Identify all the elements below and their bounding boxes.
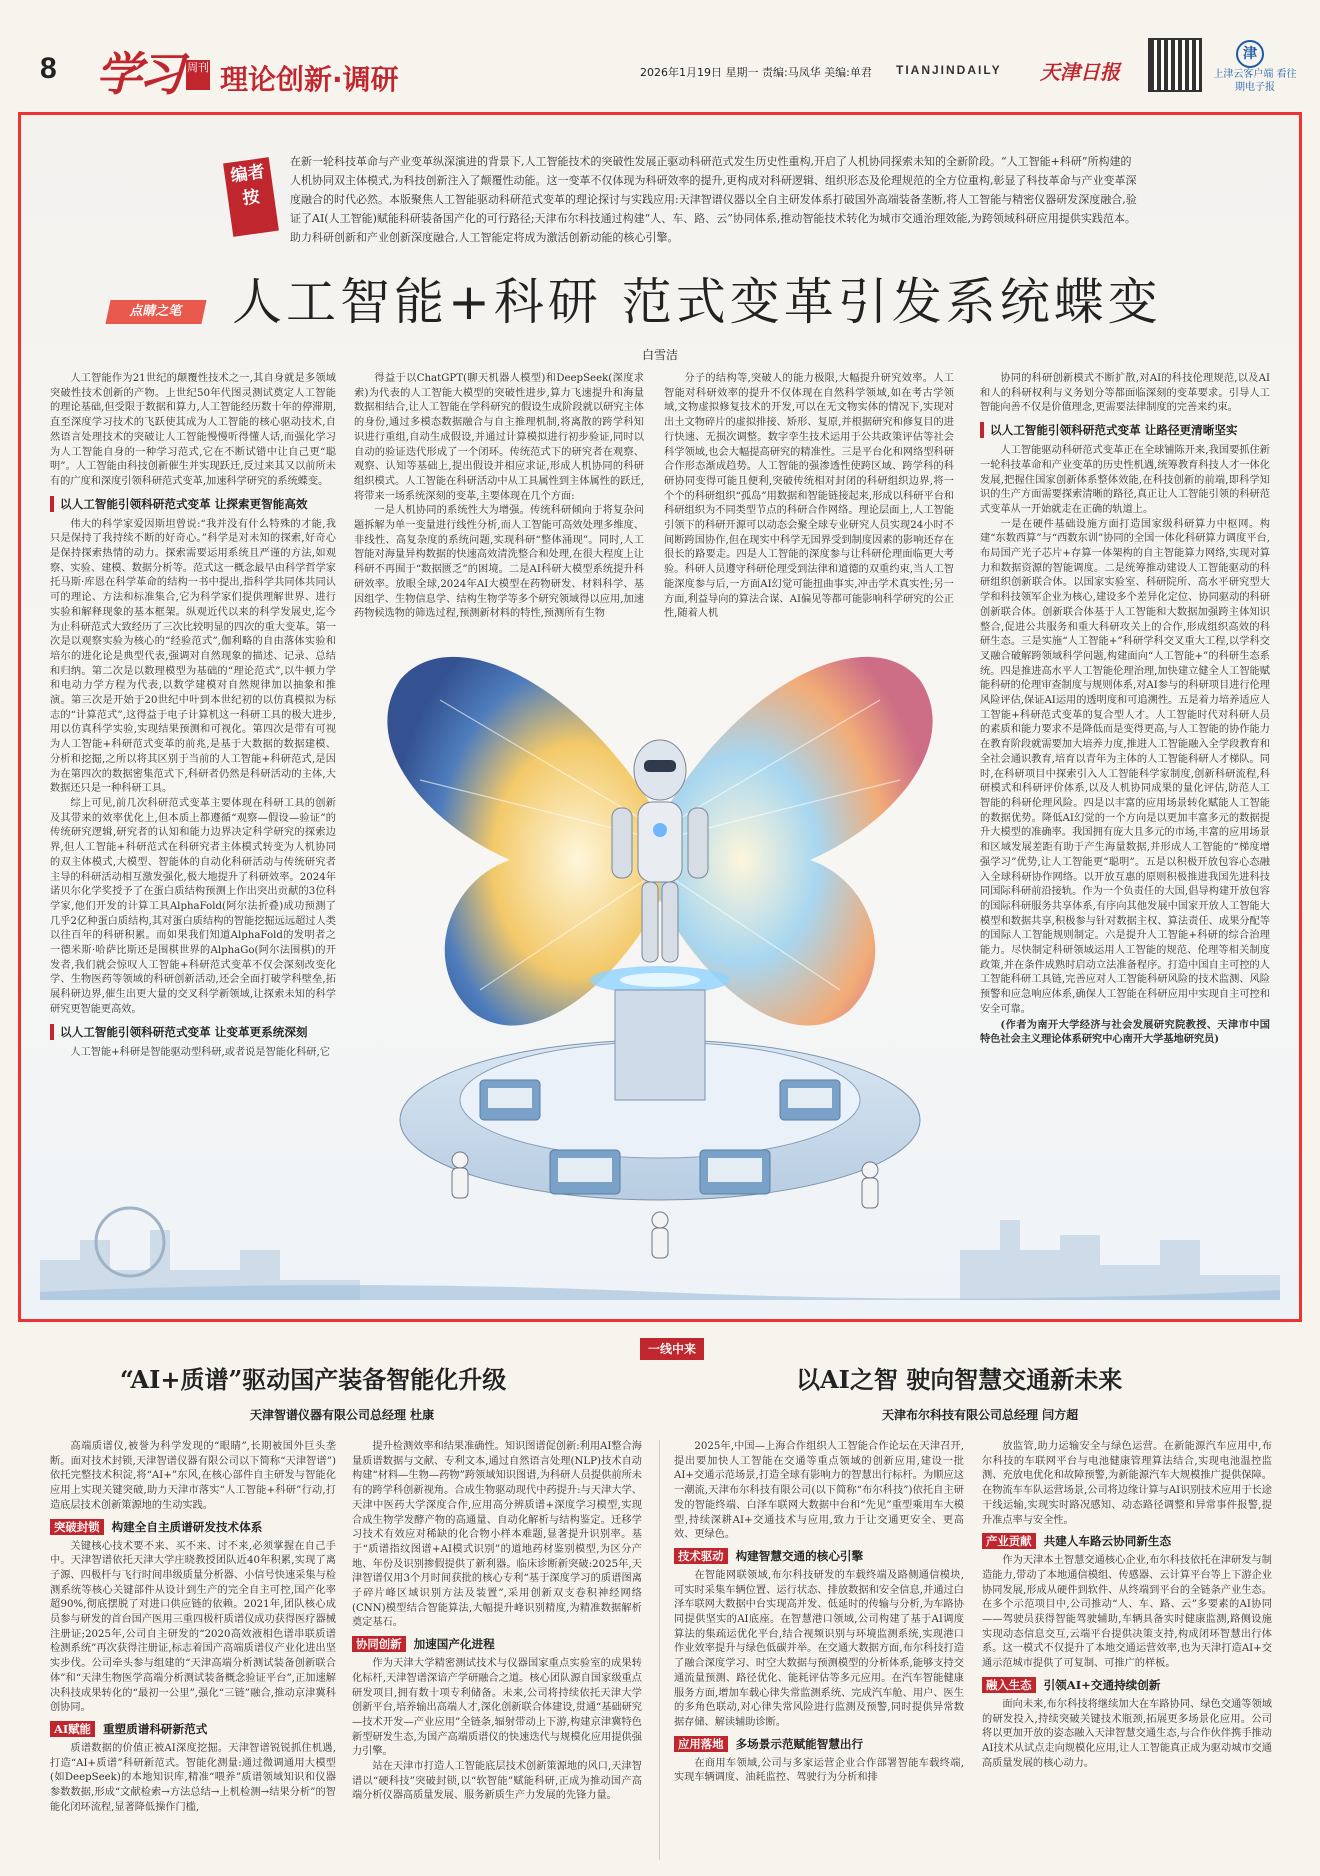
main-author: 白雪洁 [641,348,678,362]
lower-left-author: 天津智谱仪器有限公司总经理 杜康 [250,1408,435,1422]
column-kicker: 一线中来 [640,1338,704,1360]
brand-english: TIANJINDAILY [896,63,1002,77]
paragraph: 伟大的科学家爱因斯坦曾说:“我并没有什么特殊的才能,我只是保持了我持续不断的好奇心。”科学是对未知的探索,好奇心是保持探索热情的动力。探索需要运用系统且严谨的方法,如观察、实验、建模、数据分析等。范式这一概念最早由科学哲学家托马斯·库恩在科学革命的结构一书中提出,指科学共同体共同认可的理论、方法和标准集合,它为科学家们提供理解世界、进行实验和解释现象的基本框架。纵观近代以来的科学发展史,迄今为止科研范式大致经历了三次比较明显的四次的重大变革。第一次是以观察实验为核心的“经验范式”,伽利略的自由落体实验和培尔的进化论是典型代表,强调对自然现象的描述、记录、总结和归纳。第二次是以数理模型为基础的“理论范式”,以牛顿力学和电动力学方程为代表,以数学建模对自然规律加以抽象和推演。第三次是开始于20世纪中叶到本世纪初的以仿真模拟为标志的“计算范式”,这得益于电子计算机这一科研工具的极大进步,用以仿真科学实验,实现结果预测和可视化。第四次是带有可视为人工智能+科研范式变革的前兆,是基于大数据的数据建模、分析和挖掘,之所以将其区别于当前的人工智能+科研范式,是因为在第四次的数据密集范式下,科研者仍然是科研活动的主体,大数据还只是一种科研工具。 [50,518,336,795]
city-skyline-illustration [40,1180,1280,1300]
dateline: 2026年1月19日 星期一 责编:马凤华 美编:单君 [640,66,872,79]
paragraph: 作为天津本土智慧交通核心企业,布尔科技依托在津研发与制造能力,带动了本地通信模组、传感器、云计算平台等上下游企业协同发展,形成从硬件到软件、从终端到平台的全链条产业生态。在多个示范项目中,公司推动“人、车、路、云”多要素的AI协同——驾驶员获得智能驾驶辅助,车辆具备实时健康监测,路侧设施实现动态信息交互,云端平台提供决策支持,构成闭环智慧出行体系。这一模式不仅提升了本地交通运营效率,也为天津打造AI+交通示范城市提供了可复制、可推广的样板。 [982,1555,1272,1670]
masthead [0,0,1320,110]
page-number: 8 [40,52,57,85]
article-column-4 [980,372,1270,1272]
editor-note-tag: 编者按 [223,157,279,237]
logo: 学习 [96,47,180,101]
subheading: 以人工智能引领科研范式变革 让变革更系统深刻 [50,1024,336,1040]
subheading: 突破封锁 构建全自主质谱研发技术体系 [50,1519,336,1535]
subheading: 以人工智能引领科研范式变革 让路径更清晰坚实 [980,422,1270,438]
lower-right-headline: 以AI之智 驶向智慧交通新未来 [796,1365,1123,1394]
app-badge-icon: 津 [1236,40,1264,68]
paragraph: 一是人机协同的系统性大为增强。传统科研倾向于将复杂问题拆解为单一变量进行线性分析,而人工智能可高效处理多维度、非线性、高复杂度的系统问题,实现科研“整体涌现”。同时,人工智能对海量异构数据的快速高效清洗整合和处理,在很大程度上让科研不再囿于“数据匮乏”的困境。二是AI科研大模型系统提升科研效率。放眼全球,2024年AI大模型在药物研发、材料科学、基因组学、生物信息学、结构生物学等多个研究领域得以应用,加速药物候选物的筛选过程,预测新材料的特性,预测所有生物 [354,505,644,620]
subheading: 技术驱动 构建智慧交通的核心引擎 [674,1548,964,1564]
paragraph: 关键核心技术要不来、买不来、讨不来,必须掌握在自己手中。天津智谱依托天津大学庄晓教授团队近40年积累,实现了离子源、四极杆与飞行时间串级质量分析器、小信号快速采集与检测系统等核心关键部件从设计到生产的完全自主可控,国产化率超90%,彻底摆脱了对进口供应链的依赖。2021年,团队核心成员参与研发的首台国产医用三重四极杆质谱仪成功获得医疗器械注册证;2025年,公司自主研发的“2020高效液相色谱串联质谱检测系统”再次获得注册证,标志着国产高端质谱仪产业化进出坚实步伐。公司牵头参与组建的“天津高端分析测试装备创新联合体”和“天津生物医学高端分析测试装备概念验证平台”,正加速解决科技成果转化的“最初一公里”,强化“三链”融合,推动京津冀科创协同。 [50,1540,336,1714]
paragraph: 在商用车领域,公司与多家运营企业合作部署智能车载终端,实现车辆调度、油耗监控、驾驶行为分析和排 [674,1757,964,1784]
boer-column-1 [674,1440,964,1860]
qr-caption: 上津云客户端 看往期电子报 [1213,69,1297,93]
kicker-label: 点睛之笔 [105,300,206,324]
paragraph: 人工智能作为21世纪的颠覆性技术之一,其自身就是多领域突破性技术创新的产物。上世纪50年代图灵测试奠定人工智能的理论基础,但受限于数据和算力,人工智能经历数十年的停滞期,直至深度学习技术的飞跃使其成为人工智能的核心驱动技术,自然语言处理技术的突破让人工智能慢慢听得懂人话,而强化学习为人工智能自身的一种学习范式,它在不断试错中让自己更“聪明”。人工智能由科技创新催生并实现跃迁,反过来其又以前所未有的广度和深度引领科研范式变革,加速科学研究的系统蝶变。 [50,373,336,487]
paragraph: 得益于以ChatGPT(聊天机器人模型)和DeepSeek(深度求索)为代表的人工智能大模型的突破性进步,算力飞速提升和海量数据相结合,让人工智能在学科研究的假设生成阶段就以研究主体的身份,通过多模态数据融合与自主推理机制,将离散的跨学科知识进行重组,自动生成假设,并通过计算模拟进行初步验证,同时以自动的验证迭代形成了一个闭环。传统范式下的研究者在观察、观察、认知等基础上,提出假设并相应求证,形成人机协同的科研组织模式。人工智能在科研活动中从工具属性到主体属性的跃迁,将带来一场系统深刻的变革,主要体现在几个方面: [354,373,644,502]
qr-code[interactable] [1148,38,1202,92]
column-divider [659,1440,660,1860]
paragraph: 分子的结构等,突破人的能力极限,大幅提升研究效率。人工智能对科研效率的提升不仅体现在自然科学领域,如在考古学领域,文物虚拟修复技术的开发,可以在无文物实体的情况下,实现对出土文物碎片的虚拟排接、矫形、复原,并根据研究和修复目的进行快速、无损次调整。数字孪生技术运用于公共政策评估等社会科学领域,也会大幅提高研究的精准性。三是平台化和网络型科研合作形态渐成趋势。人工智能的强渗透性使跨区域、跨学科的科研协同变得可能且便利,突破传统相对封闭的科研组织边界,将一个个的科研组织“孤岛”用数据和智能链接起来,形成以科研平台和科研组织为不同类型节点的科研合作网络。理论层面上,人工智能引领下的科研开源可以动态会聚全球专业研究人员实现24小时不间断跨国协作,但在现实中科学无国界受到制度因素的影响还存在很长的路要走。四是人工智能的深度参与让科研伦理面临更大考验。科研人员遵守科研伦理受到法律和道德的双重约束,当人工智能深度参与后,一方面AI幻觉可能扭曲事实,冲击学术真实性;另一方面,利益导向的算法合谋、AI偏见等都可能影响科学研究的公正性,随着人机 [664,373,954,620]
paragraph: 综上可见,前几次科研范式变革主要体现在科研工具的创新及其带来的效率优化上,但本质上都遵循“观察—假设—验证”的传统研究逻辑,研究者的认知和能力边界决定科学研究的探索边界,但人工智能+科研范式在科研究者主体模式转变为人机协同的双主体模式,大模型、智能体的自动化科研活动与传统研究者主导的科研活动相互激发强化,极大地提升了科研效率。2024年诺贝尔化学奖授予了在蛋白质结构预测上作出突出贡献的3位科学家,他们开发的计算工具AlphaFold(阿尔法折叠)成功预测了几乎2亿种蛋白质结构,其对蛋白质结构的智能挖掘远远超过人类以往百年的科研积累。而如果我们知道AlphaFold的发明者之一德米斯·哈萨比斯还是围棋世界的AlphaGo(阿尔法围棋)的开发者,我们就会惊叹人工智能+科研范式变革不仅会深刻改变化学、生物医药等领域的科研创新活动,还会全面打破学科壁垒,拓展科研边界,催生出更大量的交叉科学新领域,让探索未知的科学研究更智能更高效。 [50,797,336,1015]
subheading: 产业贡献 共建人车路云协同新生态 [982,1533,1272,1549]
paragraph: 协同的科研创新模式不断扩散,对AI的科技伦理规范,以及AI和人的科研权利与义务划分等都面临深刻的变革要求。引导人工智能向善不仅是价值理念,更需要法律制度的完善来约束。 [980,373,1270,414]
author-bio: (作者为南开大学经济与社会发展研究院教授、天津市中国特色社会主义理论体系研究中心南开大学基地研究员) [980,1018,1270,1046]
section-title: 理论创新·调研 [220,63,399,96]
paragraph: 人工智能+科研是智能驱动型科研,或者说是智能化科研,它 [70,1046,330,1058]
weekly-badge: 周刊 [186,60,210,90]
subheading: 应用落地 多场景示范赋能智慧出行 [674,1736,964,1752]
paragraph: 面向未来,布尔科技将继续加大在车路协同、绿色交通等领域的研发投入,持续突破关键技术瓶颈,拓展更多场景化应用。公司将以更加开放的姿态融入天津智慧交通生态,与合作伙伴携手推动AI技术从试点走向规模化应用,让人工智能真正成为驱动城市交通高质量发展的核心动力。 [982,1698,1272,1769]
subheading: 协同创新 加速国产化进程 [352,1636,642,1652]
paragraph: 一是在硬件基础设施方面打造国家级科研算力中枢网。构建“东数西算”与“西数东训”协同的全国一体化科研算力调度平台,布局国产光子芯片+存算一体架构的自主智能算力网络,实现对算力和数据资源的智能调度。二是统筹推动建设人工智能驱动的科研组织创新联合体。以国家实验室、科研院所、高水平研究型大学和科技领军企业为核心,建设多个差异化定位、协同驱动的科研创新联合体。创新联合体基于人工智能和大数据加强跨主体知识整合,促进公共服务和重大科研攻关上的合作,形成组织高效的科研生态。三是实施“人工智能+”科研学科交叉重大工程,以学科交叉融合破解跨领域科学问题,构建面向“人工智能+”的科研生态系统。四是推进高水平人工智能伦理治理,加快建立健全人工智能赋能科研的伦理审查制度与规则体系,对AI参与的科研项目进行伦理风险评估,保证AI运用的透明度和可追溯性。五是着力培养适应人工智能+科研范式变革的复合型人才。人工智能时代对科研人员的素质和能力要求不是降低而是变得更高,与人工智能的协作能力在教育阶段就需要加大培养力度,推进人工智能融入全学段教育和全社会通识教育,培育以青年为主体的人工智能科研人才梯队。同时,在科研项目中探索引入人工智能科学家制度,创新科研流程,科研模式和科研评价体系,以及人机协同成果的量化评估,防范人工智能的科研伦理风险。四是以丰富的应用场景转化赋能人工智能的数据优势。降低AI幻觉的一个方向是以更加丰富多元的数据提升大模型的准确率。我国拥有庞大且多元的市场,丰富的应用场景和区域发展差距有助于产生海量数据,并形成人工智能的“梯度增强学习”优势,让人工智能更“聪明”。五是以积极开放包容心态融入全球科研协作网络。以开放互惠的原则积极推进我国先进科技同国际科研前沿接轨。作为一个负责任的大国,倡导构建开放包容的国际科研服务共享体系,有序向其他发展中国家开放人工智能大模型和数据共享,积极参与针对数据主权、算法责任、成果分配等的国际人工智能规则制定。六是提升人工智能+科研的综合治理能力。尽快制定科研领域运用人工智能的规范、伦理等相关制度政策,并在条件成熟时启动立法准备程序。打造中国自主可控的人工智能科研工具链,完善应对人工智能科研风险的技术监测、风险预警和应急响应体系,确保人工智能在科研应用中实现自主可控和安全可靠。 [980,518,1270,1015]
subheading: 以人工智能引领科研范式变革 让探索更智能高效 [50,496,336,512]
main-headline: 人工智能+科研 范式变革引发系统蝶变 [232,273,1162,331]
lower-left-headline: “AI+质谱”驱动国产装备智能化升级 [120,1365,507,1394]
editor-note: 在新一轮科技革命与产业变革纵深演进的背景下,人工智能技术的突破性发展正驱动科研范式发生历史性重构,开启了人机协同探索未知的全新阶段。“人工智能+科研”所构建的人机协同双主体模式,为科技创新注入了颠覆性动能。这一变革不仅体现为科研效率的提升,更构成对科研逻辑、组织形态及伦理规范的全方位重构,彰显了科技革命与产业变革深度融合的时代必然。本版聚焦人工智能驱动科研范式变革的理论探讨与实践应用:天津智谱仪器以全自主研发体系打破国外高端装备垄断,将人工智能与精密仪器研发深度融合,验证了AI(人工智能)赋能科研装备国产化的可行路径;天津布尔科技通过构建“人、车、路、云”协同体系,推动智能技术转化为城市交通治理效能,为跨领域科研应用提供实践范本。助力科研创新和产业创新深度融合,人工智能定将成为激活创新动能的核心引擎。 [290,155,1137,244]
paragraph: 站在天津市打造人工智能底层技术创新策源地的风口,天津智谱以“硬科技”突破封锁,以“软智能”赋能科研,正成为推动国产高端分析仪器高质量发展、服务新质生产力发展的先锋力量。 [352,1761,642,1802]
zhipu-column-2 [352,1440,642,1860]
paragraph: 高端质谱仪,被誉为科学发现的“眼睛”,长期被国外巨头垄断。面对技术封锁,天津智谱仪器有限公司以下简称“天津智谱”)依托完整技术积淀,将“AI+”东风,在核心部件自主研发与智能化应用上实现关键突破,助力天津市落实“人工智能+科研”行动,打造底层技术创新策源地的生动实践。 [50,1441,336,1511]
paragraph: 提升检测效率和结果准确性。知识图谱促创新:利用AI整合海量质谱数据与文献、专利文本,通过自然语言处理(NLP)技术自动构建“材料—生物—药物”跨领域知识图谱,为科研人员提供前所未有的跨学科创新视角。合成生物驱动现代中药提升:与天津大学、天津中医药大学深度合作,应用高分辨质谱+深度学习模型,实现合成生物学发酵产物的高通量、自动化解析与结构鉴定。迁移学习技术有效应对稀缺的化合物小样本难题,显著提升识别率。基于“质谱指纹图谱+AI模式识别”的道地药材鉴别模型,为区分产地、年份及识别掺假提供了新利器。临床诊断新突破:2025年,天津智谱仅用3个月时间获批的核心专利“基于深度学习的质谱图离子碎片峰区域识别方法及装置”,采用创新双支卷积神经网络(CNN)模型结合智能算法,大幅提升峰识别精度,为精准数据解析奠定基石。 [352,1441,642,1629]
boer-column-2 [982,1440,1272,1860]
paragraph: 在智能网联领域,布尔科技研发的车载终端及路侧通信模块,可实时采集车辆位置、运行状态、排放数据和安全信息,并通过白泽车联网大数据中台实现高并发、低延时的传输与分析,为车路协同提供坚实的AI底座。在智慧港口领域,公司构建了基于AI调度算法的集疏运优化平台,结合视频识别与环境监测系统,实现港口作业效率提升与绿色低碳并举。在交通大数据方面,布尔科技打造了融合深度学习、时空大数据与预测模型的分析体系,能够支持交通流量预测、路径优化、能耗评估等多元应用。在汽车智能健康服务方面,增加车载心律失常监测系统、完成汽车舱、用户、医生的多角色联动,对心律失常风险进行监测及预警,同时提供异常数据存储、解读辅助诊断。 [674,1569,964,1728]
paragraph: 2025年,中国—上海合作组织人工智能合作论坛在天津召开,提出要加快人工智能在交通等重点领域的创新应用,建设一批AI+交通示范场景,打造全球有影响力的智慧出行标杆。为顺应这一潮流,天津布尔科技有限公司(以下简称“布尔科技”)依托自主研发的智能终端、白泽车联网大数据中台和“先见”重型乘用车大模型,持续深耕AI+交通技术与应用,致力于让交通更安全、更高效、更绿色。 [674,1441,964,1541]
article-column-1 [50,372,336,1262]
subheading: 融入生态 引领AI+交通持续创新 [982,1677,1272,1693]
paragraph: 作为天津大学精密测试技术与仪器国家重点实验室的成果转化标杆,天津智谱深谙产学研融合之道。核心团队源自国家级重点研发项目,拥有数十项专利储备。未来,公司将持续依托天津大学创新平台,培养输出高端人才,深化创新联合体建设,贯通“基础研究—技术开发—产业应用”全链条,辐射带动上下游,构建京津冀特色新型研发生态,为国产高端质谱仪的快速迭代与规模化应用提供强力引擎。 [352,1658,642,1758]
paragraph: 人工智能驱动科研范式变革正在全球铺陈开来,我国要抓住新一轮科技革命和产业变革的历史性机遇,统筹教育科技人才一体化发展,把握住国家创新体系整体效能,在科技创新的前端,即科学知识的生产方面需要探索清晰的路径,真正让人工智能引领的科研范式变革从一开始就走在正确的轨道上。 [980,445,1270,515]
lower-right-author: 天津布尔科技有限公司总经理 闫方超 [882,1408,1079,1422]
paragraph: 放监管,助力运输安全与绿色运营。在新能源汽车应用中,布尔科技的车联网平台与电池健康管理算法结合,实现电池温控监测、充放电优化和故障预警,为新能源汽车大规模推广提供保障。在物流车车队运营场景,公司将边缘计算与AI识别技术应用于长途干线运输,实现实时路况感知、动态路径调整和异常事件报警,提升准点率与安全性。 [982,1441,1272,1526]
subheading: AI赋能 重塑质谱科研新范式 [50,1721,336,1737]
zhipu-column-1 [50,1440,336,1860]
paragraph: 质谱数据的价值正被AI深度挖掘。天津智谱锐锐抓住机遇,打造“AI+质谱”科研新范式。智能化测量:通过微调通用大模型(如DeepSeek)的本地知识库,精准“喂养”质谱领域知识和仪器参数数据,形成“文献检索→方法总结→上机检测→结果分析”的智能化闭环流程,显著降低操作门槛, [50,1742,336,1813]
brand-chinese: 天津日报 [1040,60,1120,84]
